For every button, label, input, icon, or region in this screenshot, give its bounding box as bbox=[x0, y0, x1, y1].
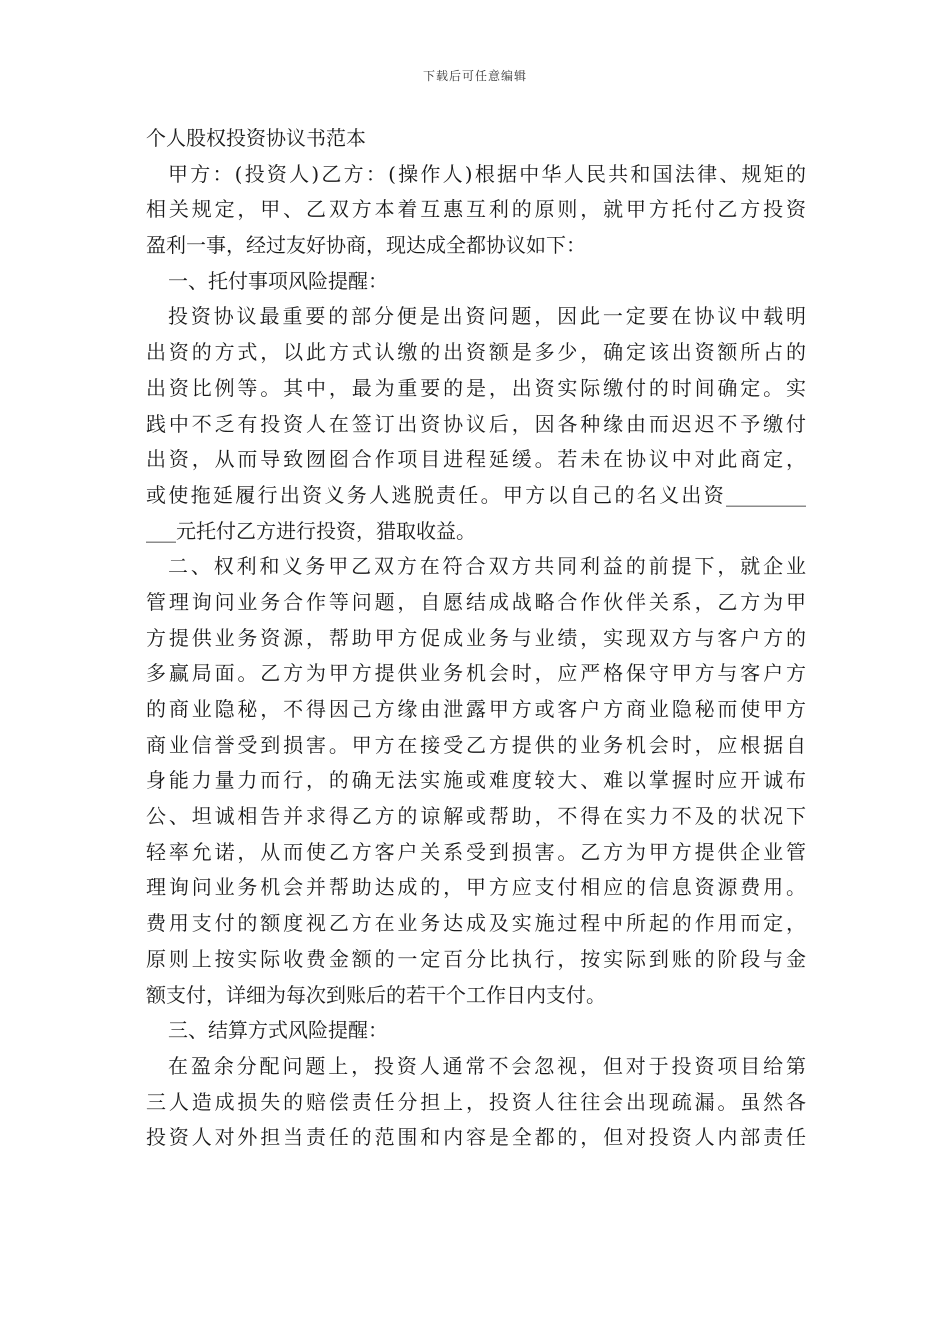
text-line: 的商业隐秘，不得因己方缘由泄露甲方或客户方商业隐秘而使甲方 bbox=[146, 697, 806, 721]
text-line: 商业信誉受到损害。甲方在接受乙方提供的业务机会时，应根据自 bbox=[146, 732, 806, 757]
text-line: 公、坦诚相告并求得乙方的谅解或帮助，不得在实力不及的状况下 bbox=[146, 804, 806, 829]
text-line: 额支付，详细为每次到账后的若干个工作日内支付。 bbox=[146, 982, 606, 1007]
text-line: 投资协议最重要的部分便是出资问题，因此一定要在协议中载明 bbox=[168, 304, 806, 329]
text-line: 出资比例等。其中，最为重要的是，出资实际缴付的时间确定。实 bbox=[146, 375, 806, 400]
text-line: 一、托付事项风险提醒： bbox=[168, 268, 388, 293]
text-line: 出资，从而导致囫囵合作项目进程延缓。若未在协议中对此商定， bbox=[146, 447, 806, 472]
text-line: 多赢局面。乙方为甲方提供业务机会时，应严格保守甲方与客户方 bbox=[146, 661, 806, 686]
text-line: 轻率允诺，从而使乙方客户关系受到损害。乙方为甲方提供企业管 bbox=[146, 839, 806, 864]
text-line: 或使拖延履行出资义务人逃脱责任。甲方以自己的名义出资________ bbox=[146, 482, 806, 507]
text-line: 方提供业务资源，帮助甲方促成业务与业绩，实现双方与客户方的 bbox=[146, 625, 806, 650]
text-line: 二、权利和义务甲乙双方在符合双方共同利益的前提下，就企业 bbox=[168, 554, 806, 579]
text-line: 相关规定，甲、乙双方本着互惠互利的原则，就甲方托付乙方投资 bbox=[146, 197, 806, 222]
text-line: 理询问业务机会并帮助达成的，甲方应支付相应的信息资源费用。 bbox=[146, 875, 806, 900]
text-line: 践中不乏有投资人在签订出资协议后，因各种缘由而迟迟不予缴付 bbox=[146, 411, 806, 436]
text-line: 出资的方式，以此方式认缴的出资额是多少，确定该出资额所占的 bbox=[146, 340, 806, 365]
text-line: 三人造成损失的赔偿责任分担上，投资人往往会出现疏漏。虽然各 bbox=[146, 1089, 806, 1114]
document-body bbox=[146, 121, 806, 1156]
text-line: 费用支付的额度视乙方在业务达成及实施过程中所起的作用而定， bbox=[146, 911, 806, 936]
text-line: 管理询问业务合作等问题，自愿结成战略合作伙伴关系，乙方为甲 bbox=[146, 589, 806, 614]
text-line: 三、结算方式风险提醒： bbox=[168, 1018, 388, 1043]
text-line: 身能力量力而行，的确无法实施或难度较大、难以掌握时应开诚布 bbox=[146, 768, 806, 793]
text-line: 盈利一事，经过友好协商，现达成全都协议如下： bbox=[146, 233, 586, 258]
text-line: ___元托付乙方进行投资，猎取收益。 bbox=[146, 518, 476, 543]
document-lines bbox=[146, 157, 806, 1156]
text-line: 投资人对外担当责任的范围和内容是全都的，但对投资人内部责任 bbox=[146, 1125, 806, 1150]
text-line: 原则上按实际收费金额的一定百分比执行，按实际到账的阶段与金 bbox=[146, 946, 806, 971]
document-title: 个人股权投资协议书范本 bbox=[146, 126, 366, 150]
page-header: 下载后可任意编辑 bbox=[422, 69, 527, 83]
text-line: 甲方：(投资人)乙方：(操作人)根据中华人民共和国法律、规矩的 bbox=[168, 161, 806, 186]
text-line: 在盈余分配问题上，投资人通常不会忽视，但对于投资项目给第 bbox=[168, 1053, 806, 1078]
